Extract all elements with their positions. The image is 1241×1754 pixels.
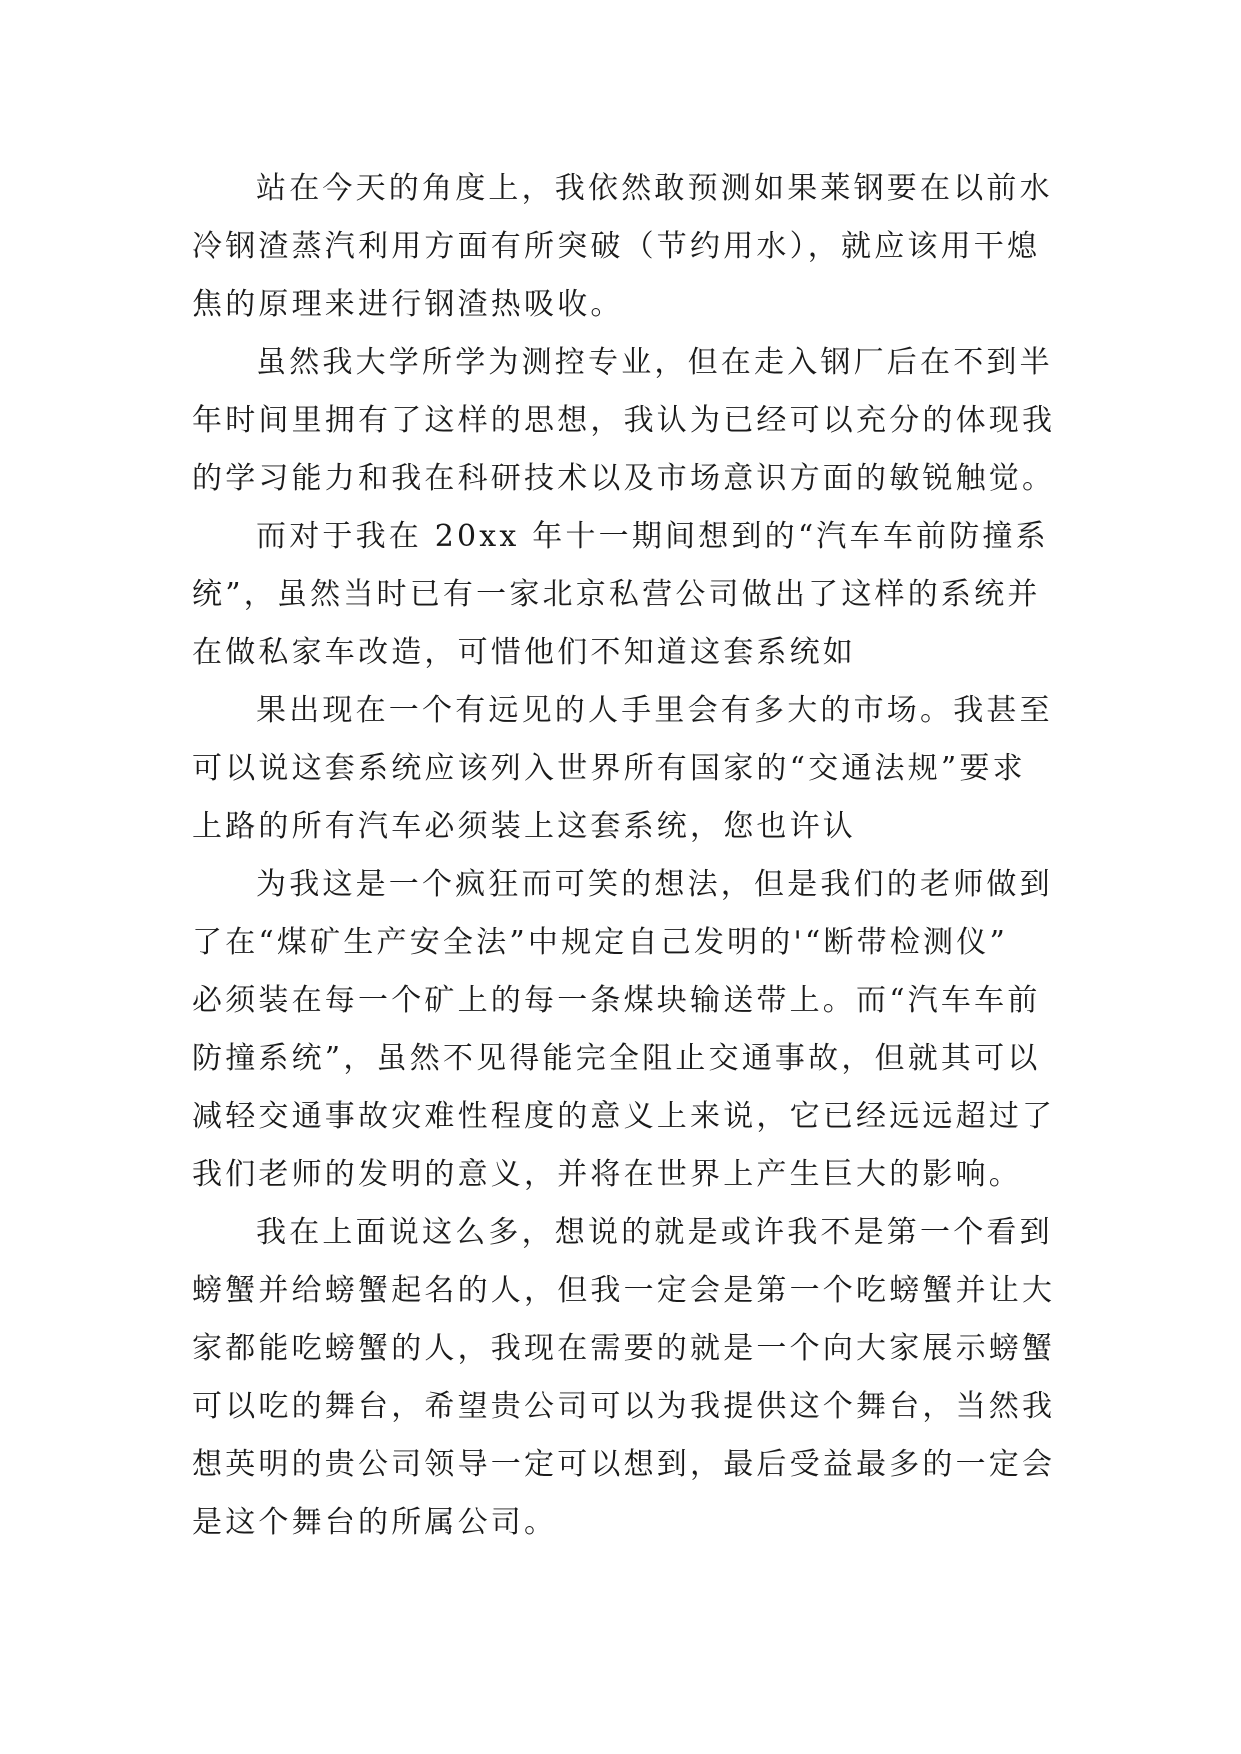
- text-line: 我在上面说这么多，想说的就是或许我不是第一个看到: [256, 1215, 1053, 1250]
- text-line: 减轻交通事故灾难性程度的意义上来说，它已经远远超过了: [192, 1099, 1056, 1134]
- text-line: 必须装在每一个矿上的每一条煤块输送带上。而“汽车车前: [192, 983, 1041, 1018]
- paragraph-2: [192, 334, 1056, 508]
- paragraph-4: [192, 682, 1052, 856]
- text-line: 的学习能力和我在科研技术以及市场意识方面的敏锐触觉。: [192, 461, 1056, 496]
- paragraph-6: [192, 1204, 1056, 1552]
- text-line: 冷钢渣蒸汽利用方面有所突破（节约用水），就应该用干熄: [192, 229, 1041, 264]
- text-line: 而对于我在 20xx 年十一期间想到的“汽车车前防撞系: [256, 519, 1049, 554]
- paragraph-5: [192, 856, 1056, 1204]
- text-line: 螃蟹并给螃蟹起名的人，但我一定会是第一个吃螃蟹并让大: [192, 1273, 1056, 1308]
- paragraph-1: [192, 160, 1052, 334]
- text-line: 家都能吃螃蟹的人，我现在需要的就是一个向大家展示螃蟹: [192, 1331, 1056, 1366]
- text-line: 了在“煤矿生产安全法”中规定自己发明的'“断带检测仪”: [192, 925, 1008, 960]
- text-line: 站在今天的角度上，我依然敢预测如果莱钢要在以前水: [256, 171, 1053, 206]
- text-line: 是这个舞台的所属公司。: [192, 1505, 558, 1540]
- text-line: 虽然我大学所学为测控专业，但在走入钢厂后在不到半: [256, 345, 1053, 380]
- text-line: 我们老师的发明的意义，并将在世界上产生巨大的影响。: [192, 1157, 1022, 1192]
- text-line: 上路的所有汽车必须装上这套系统，您也许认: [192, 809, 856, 844]
- text-line: 可以说这套系统应该列入世界所有国家的“交通法规”要求: [192, 751, 1026, 786]
- text-line: 在做私家车改造，可惜他们不知道这套系统如: [192, 635, 856, 670]
- text-line: 年时间里拥有了这样的思想，我认为已经可以充分的体现我: [192, 403, 1056, 438]
- text-line: 想英明的贵公司领导一定可以想到，最后受益最多的一定会: [192, 1447, 1056, 1482]
- text-line: 统”，虽然当时已有一家北京私营公司做出了这样的系统并: [192, 577, 1041, 612]
- text-line: 可以吃的舞台，希望贵公司可以为我提供这个舞台，当然我: [192, 1389, 1056, 1424]
- text-line: 果出现在一个有远见的人手里会有多大的市场。我甚至: [256, 693, 1053, 728]
- text-line: 防撞系统”，虽然不见得能完全阻止交通事故，但就其可以: [192, 1041, 1041, 1076]
- text-line: 为我这是一个疯狂而可笑的想法，但是我们的老师做到: [256, 867, 1053, 902]
- paragraph-3: [192, 508, 1052, 682]
- text-line: 焦的原理来进行钢渣热吸收。: [192, 287, 624, 322]
- document-body: [192, 160, 1056, 1552]
